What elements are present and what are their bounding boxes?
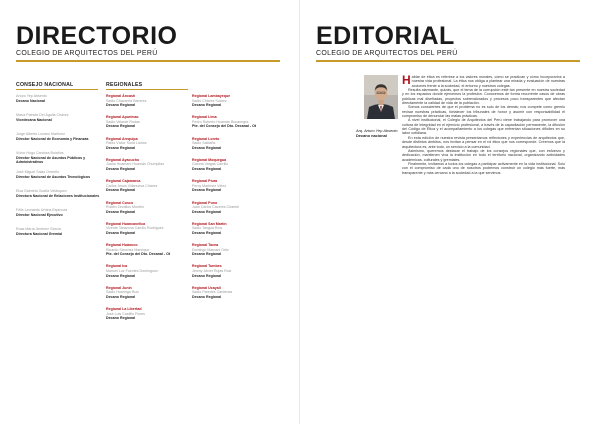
consejo-member-name: Víctor Hugo Cardoza Bolaños: [16, 151, 64, 155]
directorio-subtitle: COLEGIO DE ARQUITECTOS DEL PERÚ: [16, 50, 158, 57]
regional-entry: [192, 158, 278, 172]
regional-dean-name: Juana Huamaní Huamán Chumpitaz: [106, 162, 165, 167]
consejo-entry: [16, 227, 100, 236]
regional-entry: [106, 137, 192, 151]
regional-dean-position: Pte. del Consejo del Dto. Decanal - Ot: [192, 124, 257, 129]
editorial-title: EDITORIAL: [316, 22, 455, 50]
regional-dean-position: Decano Regional: [192, 230, 222, 235]
regional-dean-name: Domingo Mamani Ortiz: [192, 247, 229, 252]
consejo-member-position: Decano Nacional: [16, 98, 45, 103]
regional-name: Regional Piura: [192, 179, 218, 184]
editorial-paragraph: Resulta alarmante, quizás, que el tema de la corrupción esté tan presente en nuestra sociedad y en los espacios donde ejercemos la profesión. Conocemos de forma recurrente casos de obras públicas mal diseñadas, proyectos sobrevalorados y procesos poco transparentes que afectan directamente la calidad de vida de la población.: [402, 88, 565, 106]
regional-entry: [192, 115, 278, 129]
editorial-subtitle: COLEGIO DE ARQUITECTOS DEL PERÚ: [316, 50, 458, 57]
regional-dean-position: Decano Regional: [192, 188, 222, 193]
regional-dean-name: Pablo Víctor Soria Llanos: [106, 141, 147, 146]
decano-photo: [364, 75, 398, 119]
regional-name: Regional Ayacucho: [106, 157, 140, 162]
regional-name: Regional San Martín: [192, 221, 227, 226]
regional-entry: [192, 222, 278, 236]
consejo-member-position: Directora Nacional Gremial: [16, 231, 63, 236]
editorial-paragraph: Asimismo, queremos destacar el trabajo de los consejos regionales que, con esfuerzo y dedicación, mantienen viva la institución en todo el territorio nacional, organizando actividades académicas, culturales y gremiales.: [402, 148, 565, 162]
regional-dean-position: Decano Regional: [106, 167, 136, 172]
editorial-paragraph: Somos conscientes de que el problema no es solo de los demás; nos compete como gremio revisar nuestras prácticas, fortalecer los tribunales de honor y asumir con responsabilidad el compromiso de denunciar las malas prácticas.: [402, 105, 565, 119]
regional-name: Regional Puno: [192, 200, 218, 205]
consejo-member-position: Director Nacional Ejecutivo: [16, 212, 63, 217]
regional-entry: [106, 307, 192, 321]
regional-dean-name: Percy Martínez Vélez: [192, 183, 227, 188]
regional-dean-name: Sadio Velarde Rodas: [106, 119, 140, 124]
regional-dean-name: Sadio Chavarría Ramírez: [106, 98, 147, 103]
editorial-paragraphs: [402, 88, 565, 175]
editorial-paragraph: Finalmente, invitamos a todos los colegas a participar activamente en la vida institucional. Solo con el compromiso de cada uno de nosotros podremos construir un colegio más fuerte, más transparente y más cercano a la sociedad a la que servimos.: [402, 161, 565, 175]
regional-name: Regional Moquegua: [192, 157, 227, 162]
consejo-member-position: Directora Nacional de Relaciones Institucionales: [16, 193, 100, 198]
regional-name: Regional La Libertad: [106, 307, 142, 311]
regional-dean-position: Decano Regional: [106, 273, 136, 278]
caption-name: Arq. Arturo Yep Absento: [356, 128, 398, 133]
regional-name: Regional Huánuco: [106, 243, 138, 248]
regional-dean-position: Decano Regional: [192, 103, 222, 108]
regional-dean-name: Gianna Vargas Carrillo: [192, 162, 229, 167]
consejo-entry: [16, 170, 100, 179]
regional-entry: [192, 137, 278, 151]
regional-dean-position: Decano Regional: [192, 294, 222, 299]
directorio-title: DIRECTORIO: [16, 22, 178, 50]
directorio-title-rule: [16, 60, 280, 62]
regional-entry: [192, 243, 278, 257]
regional-dean-name: Sadio Chávez Suárez: [192, 98, 227, 103]
regional-name: Regional Tacna: [192, 243, 219, 248]
regional-name: Regional Apurímac: [106, 115, 139, 120]
regional-entry: [106, 115, 192, 129]
regional-name: Regional Ucayali: [192, 285, 221, 290]
editorial-paragraph: En esta edición de nuestra revista presentamos reflexiones y experiencias de arquitectos que, desde distintos ámbitos, nos invitan a pensar en el rol ético que nos corresponde. Creemos que la arquitectura es, ante todo, un servicio a la comunidad.: [402, 135, 565, 149]
regional-name: Regional Loreto: [192, 136, 220, 141]
consejo-member-name: Rosa María Jiménez García: [16, 227, 61, 231]
regional-name: Regional Huancavelica: [106, 221, 146, 226]
consejo-member-name: Félix Leonardo Urbina Espinoza: [16, 208, 68, 212]
regional-entry: [192, 179, 278, 193]
regional-dean-name: José Luis Castillo Flores: [106, 311, 145, 316]
regional-dean-position: Decano Regional: [106, 124, 136, 129]
consejo-member-position: Director Nacional de Asuntos Públicos y Administrativos: [16, 155, 86, 165]
regional-dean-position: Decano Regional: [192, 209, 222, 214]
consejo-member-name: Arturo Yep Absento: [16, 94, 47, 98]
regional-entry: [106, 264, 192, 278]
consejo-entry: [16, 151, 100, 165]
regional-entry: [106, 286, 192, 300]
consejo-member-name: Jorge Alberto Lozano Martínez: [16, 132, 65, 136]
regional-dean-name: Vicente Tarazona Carrillo Rodríguez: [106, 226, 164, 231]
regional-name: Regional Áncash: [106, 94, 136, 98]
regional-dean-position: Pte. del Consejo del Dto. Decanal - Ot: [106, 252, 171, 257]
consejo-entry: [16, 132, 100, 141]
regional-dean-name: Sadio Paredes Cárdenas: [192, 290, 233, 295]
editorial-first-paragraph: Hablar de ética es referirse a los valores morales, cómo se practican y cómo incorporarlos a nuestra vida profesional. La ética nos obliga a plantear una mirada y evaluación de nuestras acciones frente a la sociedad, el entorno y nuestros colegas.: [402, 73, 565, 88]
regional-name: Regional Tumbes: [192, 264, 222, 269]
regionales-heading: REGIONALES: [106, 82, 143, 88]
regional-name: Regional Cusco: [106, 200, 134, 205]
regional-entry: [192, 286, 278, 300]
consejo-entry: [16, 189, 100, 198]
regional-dean-position: Decano Regional: [192, 167, 222, 172]
regional-dean-position: Decano Regional: [106, 209, 136, 214]
regional-entry: [106, 222, 192, 236]
consejo-heading: CONSEJO NACIONAL: [16, 82, 74, 88]
caption-title: Decano nacional: [356, 133, 387, 138]
consejo-member-position: Director Nacional de Economía y Finanzas: [16, 136, 89, 141]
regional-dean-name: Carlos Jesús Villanueva Chávez: [106, 183, 158, 188]
regional-entry: [106, 94, 192, 108]
regional-dean-position: Decano Regional: [106, 230, 136, 235]
regional-dean-name: Rubén Zevallos Montes: [106, 205, 144, 210]
regional-dean-name: Pedro Roberto Huamán Bocanegra: [192, 119, 249, 124]
regional-entry: [106, 243, 192, 257]
regional-dean-position: Decano Regional: [192, 145, 222, 150]
consejo-member-name: María Patricia Del Águila Chávez: [16, 113, 69, 117]
regional-dean-name: Sadio Huaringa Ruiz: [106, 290, 139, 295]
regional-dean-position: Decano Regional: [106, 145, 136, 150]
consejo-member-name: Elsa Gabriela Ocaña Velásquez: [16, 189, 67, 193]
consejo-member-position: Vicedecana Nacional: [16, 117, 52, 122]
consejo-heading-rule: [16, 89, 98, 90]
editorial-paragraph: A nivel institucional, el Colegio de Arquitectos del Perú viene trabajando para promover una cultura de integridad en el ejercicio profesional, a través de la capacitación permanente, la difusión del Código de Ética y el acompañamiento a los colegas que enfrentan situaciones difíciles en su labor cotidiana.: [402, 118, 565, 136]
consejo-member-position: Director Nacional de Asuntos Tecnológicos: [16, 174, 91, 179]
regional-dean-name: Sadio Tangoa Ríos: [192, 226, 223, 231]
regional-dean-name: Jimmy Javier Rojas Ruiz: [192, 268, 232, 273]
regionales-heading-rule: [106, 89, 188, 90]
regional-entry: [106, 179, 192, 193]
regional-entry: [106, 158, 192, 172]
photo-caption: [356, 128, 398, 138]
regional-name: Regional Lima: [192, 115, 217, 120]
regional-entry: [192, 264, 278, 278]
editorial-title-rule: [316, 60, 580, 62]
regional-dean-name: Ricardo Sánchez Manrique: [106, 247, 150, 252]
consejo-entry: [16, 208, 100, 217]
regional-dean-position: Decano Regional: [106, 294, 136, 299]
consejo-entry: [16, 113, 100, 122]
regional-name: Regional Lambayeque: [192, 94, 231, 98]
consejo-member-name: José Miguel Salas Ormeño: [16, 170, 60, 174]
regional-entry: [192, 201, 278, 215]
regional-dean-position: Decano Regional: [106, 103, 136, 108]
consejo-entry: [16, 94, 100, 103]
regional-dean-position: Decano Regional: [192, 252, 222, 257]
regional-dean-position: Decano Regional: [192, 273, 222, 278]
regional-dean-name: Sadio Saldaña: [192, 141, 216, 146]
regional-dean-position: Decano Regional: [106, 188, 136, 193]
regional-entry: [192, 94, 278, 108]
regional-name: Regional Arequipa: [106, 136, 138, 141]
regional-dean-name: Manuel Luz Fuentes Domínguez: [106, 268, 158, 273]
regional-dean-name: Juan Carlos Cáceres Chambi: [192, 205, 239, 210]
regional-dean-position: Decano Regional: [106, 316, 136, 321]
regional-name: Regional Junín: [106, 285, 132, 290]
regional-name: Regional Ica: [106, 264, 128, 269]
drop-cap: H: [402, 73, 411, 87]
editorial-page: [300, 0, 600, 424]
regional-entry: [106, 201, 192, 215]
decano-portrait-image: [364, 75, 398, 119]
regional-name: Regional Cajamarca: [106, 179, 141, 184]
editorial-body: [402, 75, 565, 175]
